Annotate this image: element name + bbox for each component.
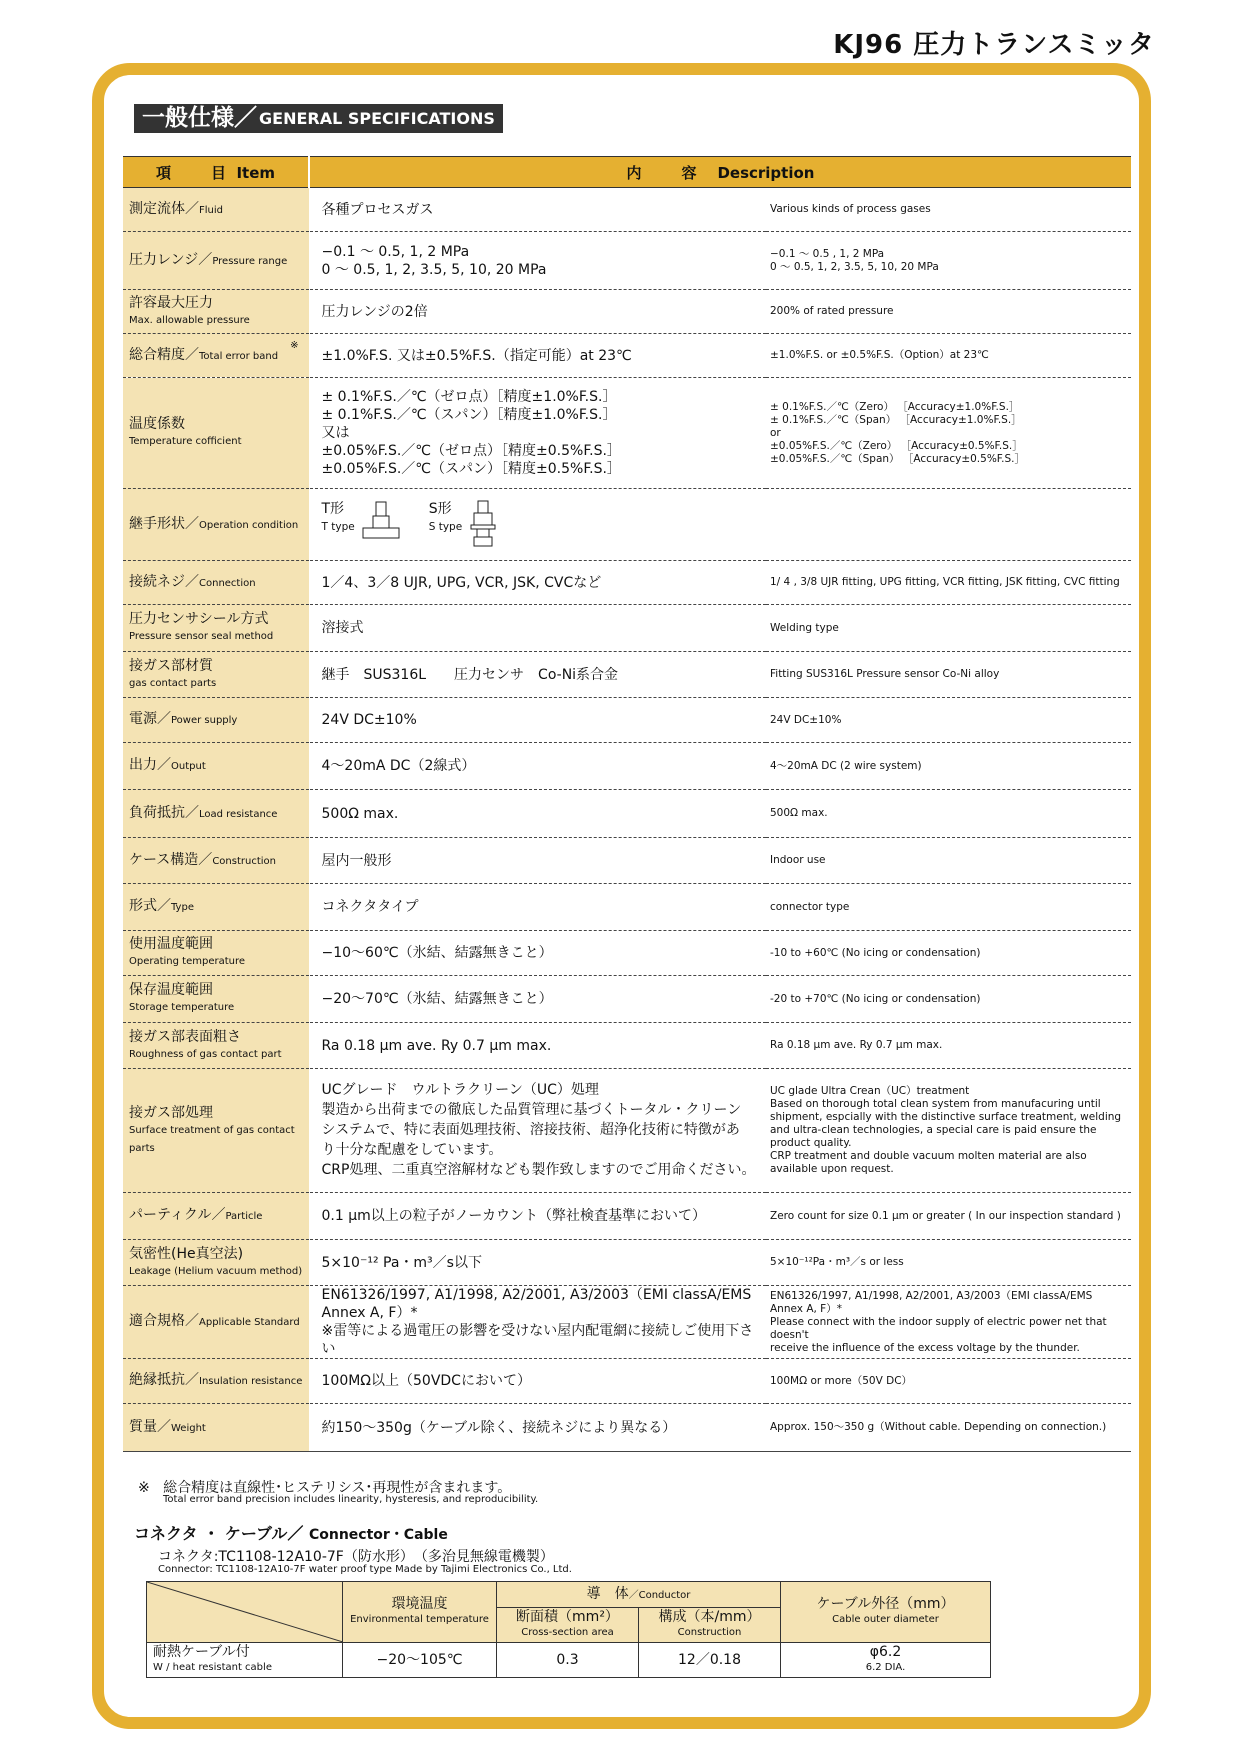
spec-desc-jp-line: ※雷等による過電圧の影響を受けない屋内配電網に接続しご使用下さい [321, 1323, 754, 1357]
header-item-jp2: 目 [210, 163, 226, 182]
spec-item-jp: 圧力レンジ／ [129, 251, 213, 268]
spec-desc-en-line: ±0.05%F.S.／℃（Zero） ［Accuracy±0.5%F.S.］ [770, 439, 1023, 452]
connector-title-en: Connector・Cable [308, 1527, 448, 1543]
spec-desc-en [766, 698, 1131, 743]
cable-row-jp: 耐熱ケーブル付 [153, 1644, 250, 1660]
spec-item-jp: 総合精度／ [129, 346, 199, 363]
spec-item-en: Operation condition [199, 519, 299, 531]
connector-title [134, 1521, 448, 1544]
cable-row-en: W / heat resistant cable [153, 1662, 272, 1673]
s-fitting-icon [468, 500, 498, 550]
spec-desc-jp-line: 24V DC±10% [321, 712, 417, 728]
spec-desc-jp-line: −20～70℃（氷結、結露無きこと） [321, 991, 553, 1007]
spec-desc-en-line: 100MΩ or more（50V DC） [770, 1374, 913, 1387]
header-desc-jp2: 容 [681, 163, 697, 182]
spec-desc-en-line: Please connect with the indoor supply of electric power net that doesn't [770, 1315, 1107, 1341]
spec-item [123, 1023, 309, 1069]
spec-item [123, 838, 309, 884]
spec-item-en: Pressure range [212, 255, 288, 267]
spec-desc-en-line: receive the influence of the excess voltage by the thunder. [770, 1341, 1080, 1354]
cable-od-en: Cable outer diameter [832, 1614, 939, 1625]
spec-item-en: Total error band [199, 350, 279, 362]
spec-desc-jp [309, 605, 766, 652]
spec-desc-en-line: ± 0.1%F.S.／℃（Zero） ［Accuracy±1.0%F.S.］ [770, 400, 1020, 413]
spec-row [123, 290, 1131, 334]
footnote-en: Total error band precision includes linearity, hysteresis, and reproducibility. [163, 1494, 539, 1505]
header-desc-en: Description [717, 163, 815, 182]
spec-desc-jp-line: CRP処理、二重真空溶解材なども製作致しますのでご用命ください。 [321, 1161, 756, 1178]
cable-od [781, 1643, 991, 1678]
spec-desc-en-line: Approx. 150～350 g（Without cable. Depending on connection.) [770, 1421, 1107, 1433]
connector-title-jp: コネクタ ・ ケーブル／ [134, 1524, 304, 1543]
spec-desc-en-line: product quality. [770, 1137, 852, 1149]
spec-desc-jp-line: 500Ω max. [321, 805, 399, 822]
footnote-jp: 総合精度は直線性･ヒステリシス･再現性が含まれます。 [163, 1480, 512, 1496]
cable-constr-en: Construction [677, 1627, 742, 1639]
spec-item-en: Power supply [171, 715, 238, 726]
section-title [134, 104, 503, 133]
spec-desc-jp-line: −10～60℃（氷結、結露無きこと） [321, 945, 553, 961]
spec-desc-en-line: available upon request. [770, 1163, 894, 1175]
spec-desc-jp-line: 溶接式 [321, 620, 364, 636]
spec-desc-en-line: 500Ω max. [770, 807, 828, 819]
fitting-s-en: S type [428, 520, 463, 533]
spec-desc-en [766, 743, 1131, 790]
cable-cond-jp: 導 体 [586, 1585, 629, 1602]
spec-item [123, 561, 309, 605]
spec-row [123, 838, 1131, 884]
spec-item [123, 1404, 309, 1452]
spec-item-jp: 測定流体／ [129, 200, 199, 217]
spec-row [123, 976, 1131, 1023]
header-description [309, 157, 1131, 188]
spec-item [123, 1193, 309, 1240]
spec-desc-jp-line: 4～20mA DC（2線式） [321, 758, 476, 774]
cable-od-value: φ6.2 [869, 1644, 902, 1660]
spec-desc-jp-line: ±0.05%F.S.／℃（ゼロ点）［精度±0.5%F.S.］ [321, 443, 621, 459]
spec-desc-en [766, 605, 1131, 652]
spec-desc-en-line: ±1.0%F.S. or ±0.5%F.S.（Option）at 23℃ [770, 349, 989, 361]
spec-item [123, 976, 309, 1023]
spec-desc-en-line: 0 ～ 0.5, 1, 2, 3.5, 5, 10, 20 MPa [770, 260, 939, 273]
spec-item [123, 1286, 309, 1359]
spec-row [123, 884, 1131, 931]
spec-item-en: Pressure sensor seal method [129, 631, 274, 642]
spec-desc-jp-line: 1／4、3／8 UJR, UPG, VCR, JSK, CVCなど [321, 574, 602, 591]
spec-desc-en-line: 4～20mA DC (2 wire system) [770, 759, 922, 772]
spec-item-jp: 使用温度範囲 [129, 936, 213, 952]
spec-desc-jp [309, 790, 766, 838]
spec-item-jp: 接ガス部表面粗さ [129, 1028, 241, 1045]
spec-item-en: Type [171, 902, 194, 913]
spec-item [123, 188, 309, 232]
spec-item-en: Insulation resistance [199, 1376, 303, 1387]
spec-desc-jp [309, 1240, 766, 1286]
cable-area-jp: 断面積（mm²） [516, 1609, 619, 1626]
spec-desc-en-line: 5×10⁻¹²Pa・m³／s or less [770, 1256, 904, 1268]
spec-item-en: Roughness of gas contact part [129, 1048, 282, 1060]
spec-item-jp: 負荷抵抗／ [129, 804, 199, 821]
spec-desc-en-line: EN61326/1997, A1/1998, A2/2001, A3/2003（EMI classA/EMS Annex A, F）* [770, 1289, 1093, 1315]
spec-row [123, 561, 1131, 605]
cable-constr-jp: 構成（本/mm） [658, 1609, 761, 1626]
spec-desc-jp [309, 931, 766, 976]
spec-desc-en [766, 1193, 1131, 1240]
spec-desc-en [766, 931, 1131, 976]
spec-item-jp: 圧力センサシール方式 [129, 611, 269, 627]
spec-desc-en-line: or [770, 426, 781, 439]
spec-desc-jp-line: 0.1 μm以上の粒子がノーカウント（弊社検査基準において） [321, 1208, 707, 1224]
spec-desc-en [766, 884, 1131, 931]
fitting-t [322, 500, 401, 544]
spec-desc-en [766, 1404, 1131, 1452]
spec-desc-en-line: 200% of rated pressure [770, 305, 894, 317]
spec-item [123, 1069, 309, 1193]
spec-desc-jp-line: 屋内一般形 [321, 852, 392, 869]
spec-desc-jp-line: ±1.0%F.S. 又は±0.5%F.S.（指定可能）at 23℃ [321, 347, 632, 364]
spec-item-en: Leakage (Helium vacuum method) [129, 1265, 303, 1277]
cable-row-label [147, 1643, 343, 1678]
spec-desc-jp [309, 698, 766, 743]
spec-desc-en-line: CRP treatment and double vacuum molten material are also [770, 1150, 1087, 1162]
spec-item-en: Temperature cofficient [129, 436, 242, 447]
spec-row [123, 698, 1131, 743]
spec-item [123, 489, 309, 561]
spec-desc-en [766, 561, 1131, 605]
spec-desc-jp-line: 各種プロセスガス [321, 201, 434, 218]
spec-desc-jp-line: ±0.05%F.S.／℃（スパン）［精度±0.5%F.S.］ [321, 461, 621, 477]
connector-model: コネクタ:TC1108-12A10-7F（防水形） （多治見無線電機製） [158, 1549, 554, 1565]
spec-desc-en-line: and ultra-clean technologies, a special care is paid ensure the [770, 1124, 1097, 1136]
spec-desc-jp-line: 継手 SUS316L 圧力センサ Co-Ni系合金 [321, 666, 619, 683]
spec-desc-en-line: ±0.05%F.S.／℃（Span） ［Accuracy±0.5%F.S.］ [770, 452, 1025, 465]
spec-desc-jp [309, 1069, 766, 1193]
fitting-t-en: T type [321, 520, 355, 533]
cable-temp: −20～105℃ [343, 1643, 497, 1678]
spec-desc-en [766, 652, 1131, 698]
spec-desc-en [766, 1240, 1131, 1286]
spec-desc-jp-line: −0.1 ～ 0.5, 1, 2 MPa [321, 243, 470, 260]
spec-item [123, 605, 309, 652]
spec-item-jp: パーティクル／ [129, 1207, 226, 1223]
spec-item-jp: 保存温度範囲 [129, 982, 213, 998]
cable-conductor-header: 導 体／Conductor [497, 1582, 781, 1608]
cable-env-header [343, 1582, 497, 1643]
spec-item-en: Operating temperature [129, 956, 246, 967]
spec-item-jp: 電源／ [129, 711, 171, 727]
spec-row [123, 652, 1131, 698]
spec-item [123, 884, 309, 931]
spec-desc-jp-line: コネクタタイプ [321, 899, 419, 915]
spec-item [123, 378, 309, 489]
spec-desc-jp-line: 製造から出荷までの徹底した品質管理に基づくトータル・クリーン [321, 1101, 742, 1118]
spec-desc-jp-line: り十分な配慮をしています。 [321, 1141, 503, 1158]
cable-od-en-value: 6.2 DIA. [865, 1662, 906, 1673]
cable-area: 0.3 [497, 1643, 639, 1678]
spec-desc-jp-line: 又は [321, 425, 350, 441]
spec-row [123, 1286, 1131, 1359]
spec-desc-en-line: UC glade Ultra Crean（UC）treatment [770, 1085, 970, 1097]
spec-row [123, 1240, 1131, 1286]
cable-env-jp: 環境温度 [391, 1596, 448, 1612]
spec-desc-jp [309, 290, 766, 334]
spec-desc-jp [309, 1023, 766, 1069]
spec-desc-jp-line: EN61326/1997, A1/1998, A2/2001, A3/2003（EMI classA/EMS Annex A, F）* [321, 1287, 752, 1321]
spec-item-jp: 出力／ [129, 757, 171, 773]
footnote-mark: ※ [138, 1480, 150, 1496]
spec-desc-en [766, 790, 1131, 838]
cable-table-corner [147, 1582, 343, 1643]
spec-desc-jp [309, 976, 766, 1023]
spec-row [123, 1193, 1131, 1240]
spec-desc-en [766, 188, 1131, 232]
spec-desc-en-line: connector type [770, 900, 850, 913]
spec-item-en: Connection [199, 577, 256, 589]
spec-desc-jp-line: 0 ～ 0.5, 1, 2, 3.5, 5, 10, 20 MPa [321, 261, 547, 278]
page-title: KJ96 圧力トランスミッタ [833, 30, 1155, 60]
spec-desc-jp-line: ± 0.1%F.S.／℃（ゼロ点）［精度±1.0%F.S.］ [321, 389, 617, 405]
spec-desc-jp [309, 1193, 766, 1240]
spec-item [123, 743, 309, 790]
spec-item [123, 1240, 309, 1286]
spec-item-jp: 温度係数 [129, 416, 185, 432]
spec-item-jp: 気密性(He真空法) [129, 1245, 244, 1262]
spec-desc-en-line: −0.1 ～ 0.5 , 1, 2 MPa [770, 247, 885, 260]
spec-row [123, 1023, 1131, 1069]
spec-desc-en-line: ± 0.1%F.S.／℃（Span） ［Accuracy±1.0%F.S.］ [770, 413, 1022, 426]
fitting-t-jp: T形 [321, 500, 345, 517]
spec-desc-en-line: Zero count for size 0.1 μm or greater ( In our inspection standard ) [770, 1209, 1121, 1222]
header-item-en: Item [236, 163, 276, 182]
spec-item [123, 232, 309, 290]
spec-desc-jp [309, 652, 766, 698]
spec-desc-en-line: Various kinds of process gases [770, 203, 931, 215]
spec-row [123, 188, 1131, 232]
spec-desc-en [766, 378, 1131, 489]
spec-item [123, 290, 309, 334]
spec-item-jp: ケース構造／ [129, 851, 213, 868]
spec-desc-jp [309, 561, 766, 605]
spec-table [123, 156, 1131, 1452]
spec-desc-jp [309, 1404, 766, 1452]
spec-desc-en-line: -20 to +70℃ (No icing or condensation) [770, 992, 981, 1005]
spec-desc-jp [309, 743, 766, 790]
cable-cond-en: Conductor [638, 1589, 691, 1601]
spec-desc-en-line: Welding type [770, 621, 839, 634]
spec-item [123, 698, 309, 743]
spec-desc-jp-line: ± 0.1%F.S.／℃（スパン）［精度±1.0%F.S.］ [321, 407, 617, 423]
header-item [123, 157, 309, 188]
spec-item [123, 652, 309, 698]
spec-item-jp: 継手形状／ [129, 515, 199, 532]
spec-desc-jp-line: 100MΩ以上（50VDCにおいて） [321, 1373, 531, 1389]
cable-constr-header [639, 1608, 781, 1643]
section-title-en: GENERAL SPECIFICATIONS [259, 109, 495, 128]
spec-item-en: Surface treatment of gas contact parts [129, 1124, 295, 1154]
spec-desc-en-line: -10 to +60℃ (No icing or condensation) [770, 946, 981, 959]
spec-desc-en-line: 1/ 4 , 3/8 UJR fitting, UPG fitting, VCR fitting, JSK fitting, CVC fitting [770, 576, 1120, 588]
spec-row [123, 232, 1131, 290]
spec-item-jp: 許容最大圧力 [129, 294, 213, 311]
spec-item-en: Output [171, 761, 206, 772]
spec-desc-en-line: Based on thorough total clean system from manufacuring until [770, 1098, 1101, 1110]
spec-desc-en-line: 24V DC±10% [770, 713, 842, 726]
spec-desc-jp [309, 188, 766, 232]
t-fitting-icon [361, 500, 401, 544]
spec-desc-jp [309, 232, 766, 290]
spec-desc-jp [309, 334, 766, 378]
spec-item-en: gas contact parts [129, 677, 217, 689]
spec-desc-jp [309, 884, 766, 931]
spec-item-en: Applicable Standard [199, 1317, 300, 1328]
spec-desc-en [766, 334, 1131, 378]
connector-model-en: Connector: TC1108-12A10-7F water proof type Made by Tajimi Electronics Co., Ltd. [158, 1564, 572, 1575]
spec-desc-jp-line: システムで、特に表面処理技術、溶接技術、超浄化技術に特徴があ [321, 1121, 740, 1138]
spec-item-en: Max. allowable pressure [129, 314, 250, 326]
spec-desc-en [766, 1069, 1131, 1193]
spec-desc-en-line: Fitting SUS316L Pressure sensor Co-Ni alloy [770, 668, 1000, 680]
spec-desc-en-line: Indoor use [770, 854, 826, 866]
spec-row [123, 1359, 1131, 1404]
spec-desc-en [766, 290, 1131, 334]
spec-item-en: Storage temperature [129, 1002, 235, 1013]
section-title-jp: 一般仕様／ [142, 105, 257, 131]
spec-item-jp: 絶縁抵抗／ [129, 1372, 199, 1388]
header-desc-jp1: 内 [626, 163, 642, 182]
spec-row [123, 931, 1131, 976]
spec-item-en: Construction [212, 855, 276, 867]
spec-item-jp: 質量／ [129, 1418, 171, 1435]
cable-od-jp: ケーブル外径（mm） [816, 1596, 955, 1612]
spec-desc-jp-line: 5×10⁻¹² Pa・m³／s以下 [321, 1254, 482, 1271]
spec-desc-jp-line: 約150～350g（ケーブル除く、接続ネジにより異なる） [321, 1419, 677, 1436]
spec-desc-en [766, 838, 1131, 884]
cable-env-en: Environmental temperature [350, 1614, 489, 1625]
spec-item-jp: 接ガス部材質 [129, 657, 213, 674]
cable-od-header [781, 1582, 991, 1643]
spec-desc-en-line: Ra 0.18 μm ave. Ry 0.7 μm max. [770, 1039, 943, 1051]
spec-item [123, 334, 309, 378]
spec-desc-jp-line: Ra 0.18 μm ave. Ry 0.7 μm max. [321, 1037, 552, 1054]
spec-item [123, 1359, 309, 1404]
spec-row [123, 334, 1131, 378]
spec-desc-en [766, 1359, 1131, 1404]
cable-area-en: Cross-section area [521, 1627, 614, 1639]
spec-item-jp: 接ガス部処理 [129, 1104, 213, 1121]
spec-desc-en [766, 1023, 1131, 1069]
spec-desc-jp [309, 838, 766, 884]
spec-row [123, 378, 1131, 489]
spec-desc-jp-line: UCグレード ウルトラクリーン（UC）処理 [321, 1081, 599, 1098]
fitting-s [429, 500, 498, 550]
spec-desc-jp-line: 圧力レンジの2倍 [321, 303, 428, 320]
cable-table [146, 1581, 991, 1678]
spec-desc-jp [309, 378, 766, 489]
spec-desc-jp [309, 1286, 766, 1359]
spec-item-en: Fluid [199, 204, 223, 216]
spec-item-en: Particle [225, 1211, 263, 1222]
spec-row [123, 790, 1131, 838]
spec-item-en: Load resistance [199, 808, 278, 820]
cable-constr: 12／0.18 [639, 1643, 781, 1678]
spec-item-mark: ※ [290, 340, 299, 351]
spec-row [123, 1404, 1131, 1452]
spec-row [123, 743, 1131, 790]
spec-desc-en [766, 1286, 1131, 1359]
spec-desc-jp [309, 1359, 766, 1404]
spec-item [123, 790, 309, 838]
cable-area-header [497, 1608, 639, 1643]
spec-row [123, 1069, 1131, 1193]
spec-header-row [123, 157, 1131, 188]
spec-desc-en [766, 976, 1131, 1023]
spec-item-jp: 適合規格／ [129, 1313, 199, 1329]
fitting-shapes [309, 489, 1131, 561]
header-item-jp1: 項 [155, 163, 171, 182]
spec-desc-en [766, 232, 1131, 290]
spec-item-jp: 接続ネジ／ [129, 573, 199, 590]
spec-desc-en-line: shipment, espcially with the distinctive surface treatment, welding [770, 1111, 1122, 1123]
spec-item-en: Weight [171, 1422, 206, 1434]
spec-row [123, 489, 1131, 561]
diagonal-line [147, 1582, 343, 1642]
fitting-s-jp: S形 [428, 500, 452, 517]
spec-item [123, 931, 309, 976]
spec-row [123, 605, 1131, 652]
spec-item-jp: 形式／ [129, 898, 171, 914]
